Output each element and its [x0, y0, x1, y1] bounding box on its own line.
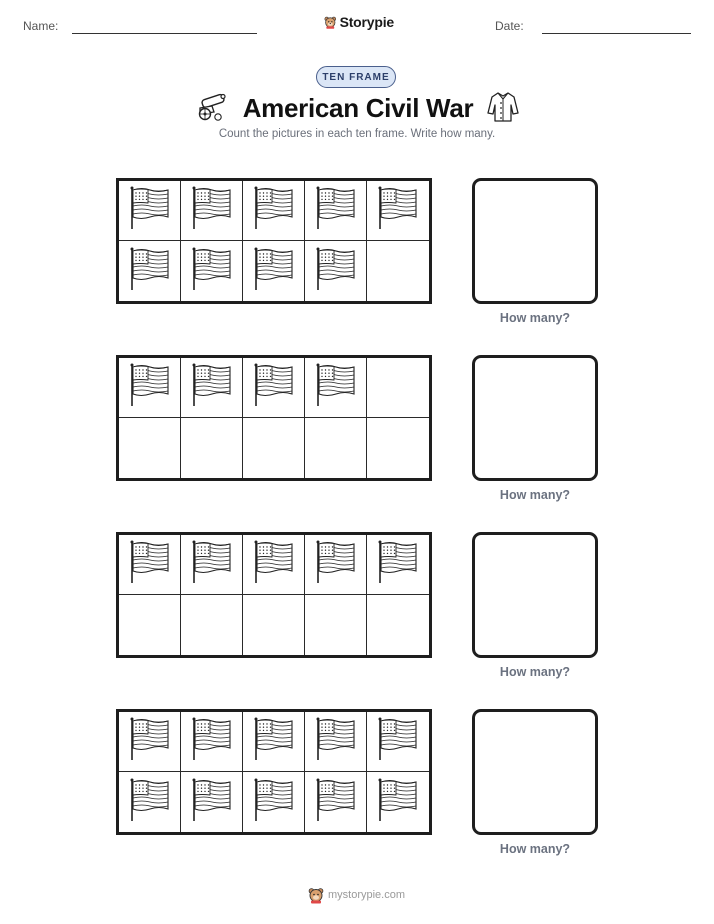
- worksheet-title: American Civil War: [242, 93, 474, 123]
- flag-icon: [128, 778, 172, 827]
- ten-frame-cell: [119, 535, 181, 595]
- flag-icon: [314, 247, 358, 296]
- ten-frame-cell: [181, 595, 243, 655]
- ten-frame-cell: [305, 595, 367, 655]
- flag-icon: [376, 186, 420, 235]
- flag-icon: [128, 363, 172, 412]
- date-label: Date:: [495, 19, 524, 33]
- ten-frame: [116, 709, 432, 835]
- flag-icon: [314, 778, 358, 827]
- coat-icon: [486, 91, 520, 123]
- ten-frame: [116, 532, 432, 658]
- flag-icon: [252, 540, 296, 589]
- cannon-icon: [194, 93, 228, 121]
- ten-frame-cell: [305, 535, 367, 595]
- flag-icon: [376, 717, 420, 766]
- ten-frame: [116, 178, 432, 304]
- flag-icon: [190, 363, 234, 412]
- flag-icon: [314, 540, 358, 589]
- answer-box[interactable]: [472, 532, 598, 658]
- flag-icon: [190, 540, 234, 589]
- flag-icon: [314, 363, 358, 412]
- flag-icon: [376, 778, 420, 827]
- ten-frame-cell: [305, 418, 367, 478]
- ten-frame-cell: [367, 241, 429, 301]
- ten-frame-cell: [243, 772, 305, 832]
- flag-icon: [252, 717, 296, 766]
- footer: [308, 885, 408, 905]
- ten-frame-cell: [181, 241, 243, 301]
- flag-icon: [252, 778, 296, 827]
- ten-frame-cell: [243, 595, 305, 655]
- ten-frame-cell: [119, 418, 181, 478]
- flag-icon: [190, 778, 234, 827]
- ten-frame-cell: [243, 181, 305, 241]
- how-many-label: How many?: [499, 842, 571, 856]
- flag-icon: [314, 186, 358, 235]
- ten-frame-cell: [181, 535, 243, 595]
- ten-frame-cell: [119, 712, 181, 772]
- ten-frame-cell: [305, 241, 367, 301]
- flag-icon: [252, 363, 296, 412]
- brand-logo: [324, 12, 394, 32]
- ten-frame: [116, 355, 432, 481]
- name-label: Name:: [23, 19, 59, 33]
- ten-frame-cell: [305, 358, 367, 418]
- ten-frame-cell: [305, 712, 367, 772]
- ten-frame-cell: [305, 772, 367, 832]
- ten-frame-cell: [119, 241, 181, 301]
- flag-icon: [128, 540, 172, 589]
- flag-icon: [190, 186, 234, 235]
- ten-frame-cell: [181, 181, 243, 241]
- ten-frame-cell: [181, 418, 243, 478]
- how-many-label: How many?: [499, 488, 571, 502]
- ten-frame-cell: [119, 181, 181, 241]
- brand-name: Storypie: [339, 14, 394, 30]
- flag-icon: [128, 717, 172, 766]
- ten-frame-cell: [367, 772, 429, 832]
- answer-box[interactable]: [472, 355, 598, 481]
- ten-frame-cell: [181, 712, 243, 772]
- name-field[interactable]: [72, 33, 257, 34]
- worksheet-type-badge: TEN FRAME: [316, 66, 396, 88]
- bear-mascot-icon: [308, 887, 324, 904]
- how-many-label: How many?: [499, 665, 571, 679]
- flag-icon: [128, 186, 172, 235]
- flag-icon: [190, 247, 234, 296]
- flag-icon: [252, 247, 296, 296]
- instructions: Count the pictures in each ten frame. Write how many.: [218, 128, 496, 140]
- ten-frame-cell: [243, 712, 305, 772]
- ten-frame-cell: [181, 358, 243, 418]
- ten-frame-cell: [181, 772, 243, 832]
- how-many-label: How many?: [499, 311, 571, 325]
- flag-icon: [190, 717, 234, 766]
- date-field[interactable]: [542, 33, 691, 34]
- ten-frame-cell: [305, 181, 367, 241]
- ten-frame-cell: [243, 241, 305, 301]
- ten-frame-cell: [367, 358, 429, 418]
- footer-url: mystorypie.com: [328, 889, 406, 901]
- ten-frame-cell: [243, 418, 305, 478]
- bear-mascot-icon: [324, 14, 337, 31]
- ten-frame-cell: [119, 772, 181, 832]
- ten-frame-cell: [367, 595, 429, 655]
- flag-icon: [128, 247, 172, 296]
- ten-frame-cell: [367, 712, 429, 772]
- ten-frame-cell: [367, 535, 429, 595]
- flag-icon: [376, 540, 420, 589]
- answer-box[interactable]: [472, 709, 598, 835]
- flag-icon: [314, 717, 358, 766]
- answer-box[interactable]: [472, 178, 598, 304]
- ten-frame-cell: [119, 358, 181, 418]
- ten-frame-cell: [367, 181, 429, 241]
- ten-frame-cell: [367, 418, 429, 478]
- ten-frame-cell: [243, 358, 305, 418]
- ten-frame-cell: [243, 535, 305, 595]
- ten-frame-cell: [119, 595, 181, 655]
- flag-icon: [252, 186, 296, 235]
